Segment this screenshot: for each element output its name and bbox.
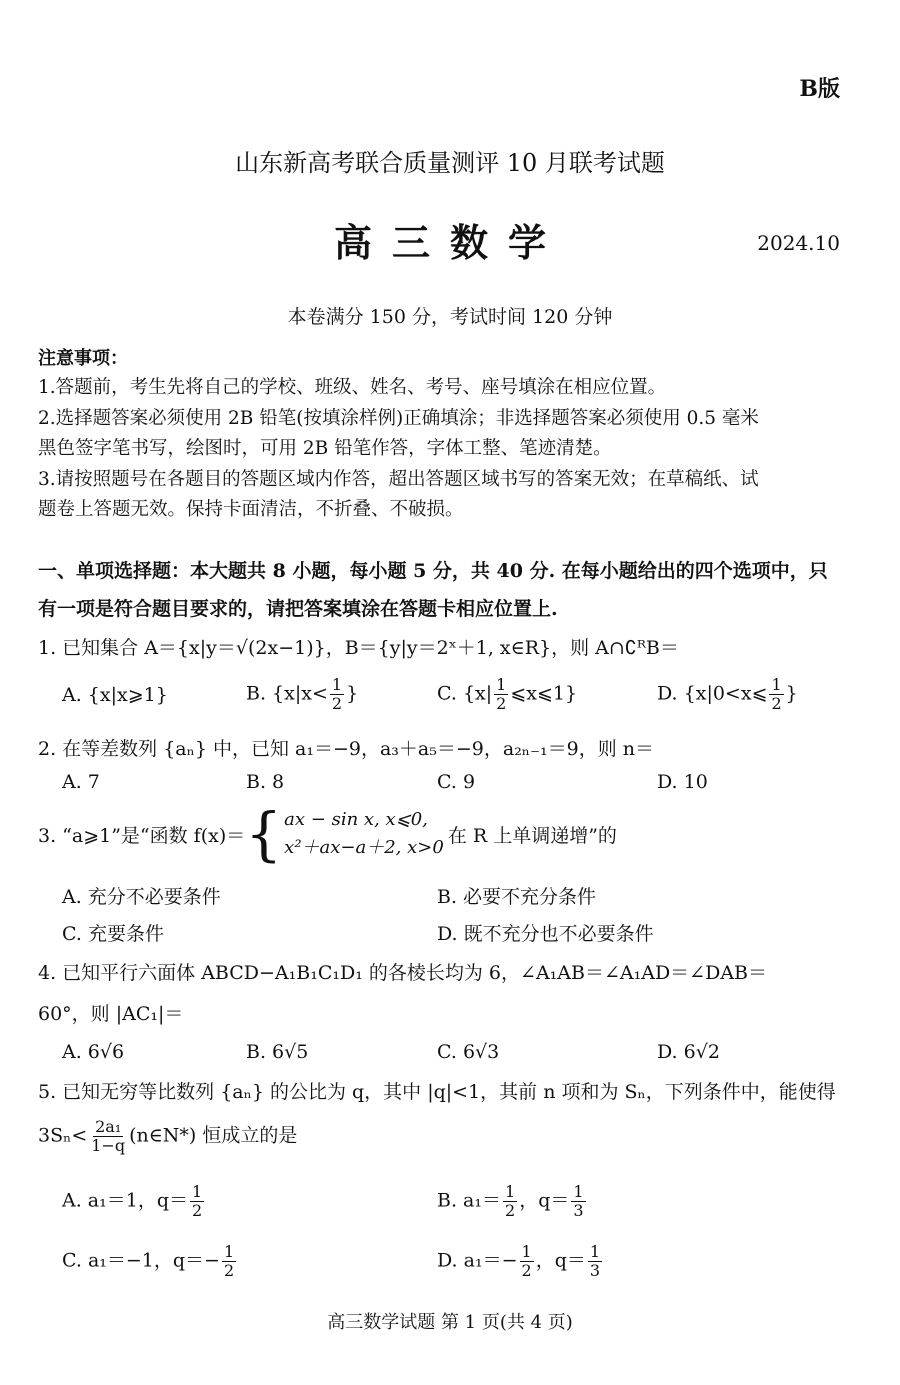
q4-line-1: 4. 已知平行六面体 ABCD−A₁B₁C₁D₁ 的各棱长均为 6，∠A₁AB＝∠A₁AD＝∠DAB＝ — [38, 962, 768, 984]
q3-option-d: D. 既不充分也不必要条件 — [437, 923, 654, 945]
q1-option-a: A. {x|x⩾1} — [62, 684, 168, 706]
q3-brace: { — [245, 800, 283, 868]
notice-line-5: 题卷上答题无效。保持卡面清洁，不折叠、不破损。 — [38, 499, 464, 520]
section1-line-2: 有一项是符合题目要求的，请把答案填涂在答题卡相应位置上. — [38, 598, 558, 620]
q2-option-c: C. 9 — [437, 771, 476, 793]
page-footer: 高三数学试题 第 1 页(共 4 页) — [327, 1312, 573, 1333]
notice-line-4: 3.请按照题号在各题目的答题区域内作答，超出答题区域书写的答案无效；在草稿纸、试 — [38, 469, 759, 490]
exam-subtitle: 山东新高考联合质量测评 10 月联考试题 — [235, 149, 665, 177]
q2-option-a: A. 7 — [62, 771, 100, 793]
exam-title: 高三数学 — [333, 220, 566, 265]
q1-option-c: C. {x| $\frac{1}{2}$ ⩽x⩽1} — [437, 675, 578, 713]
q5-line-2: 3Sₙ< $\frac{\text{2a₁}}{1-q}$ (n∈N*) 恒成立的是 — [38, 1117, 298, 1155]
notice-line-2: 2.选择题答案必须使用 2B 铅笔(按填涂样例)正确填涂；非选择题答案必须使用 0.5 毫米 — [38, 408, 759, 429]
q5-option-c: C. a₁＝−1，q＝− $\frac{1}{2}$ — [62, 1242, 235, 1280]
q3-option-c: C. 充要条件 — [62, 923, 164, 945]
q2-option-d: D. 10 — [657, 771, 708, 793]
version-label: B版 — [799, 76, 840, 102]
q1-option-d: D. {x|0<x⩽ $\frac{1}{2}$ } — [657, 675, 798, 713]
q5-option-a: A. a₁＝1，q＝ $\frac{1}{2}$ — [62, 1182, 203, 1220]
q5-option-b: B. a₁＝ $\frac{1}{2}$ ，q＝ $\frac{1}{3}$ — [437, 1182, 584, 1220]
q4-option-c: C. 6√3 — [437, 1041, 500, 1063]
q3-stem: 3. “a⩾1”是“函数 f(x)＝ { ax − sin x, x⩽0, x²＋ax−a＋2, x>0 在 R 上单调递增”的 — [38, 800, 617, 868]
q4-option-a: A. 6√6 — [62, 1041, 125, 1063]
notice-line-3: 黑色签字笔书写，绘图时，可用 2B 铅笔作答，字体工整、笔迹清楚。 — [38, 438, 612, 459]
q5-option-d: D. a₁＝− $\frac{1}{2}$ ，q＝ $\frac{1}{3}$ — [437, 1242, 601, 1280]
q3-option-b: B. 必要不充分条件 — [437, 886, 597, 908]
q3-option-a: A. 充分不必要条件 — [62, 886, 221, 908]
exam-date: 2024.10 — [757, 231, 840, 255]
q4-option-b: B. 6√5 — [246, 1041, 309, 1063]
q2-stem: 2. 在等差数列 {aₙ} 中，已知 a₁＝−9，a₃＋a₅＝−9，a₂ₙ₋₁＝9，则 n＝ — [38, 738, 655, 760]
section1-line-1: 一、单项选择题：本大题共 8 小题，每小题 5 分，共 40 分. 在每小题给出的四个选项中，只 — [38, 560, 828, 582]
score-time-line: 本卷满分 150 分，考试时间 120 分钟 — [287, 306, 613, 328]
q2-option-b: B. 8 — [246, 771, 285, 793]
q1-stem: 1. 已知集合 A＝{x|y＝√(2x−1)}，B＝{y|y＝2ˣ＋1, x∈R}，则 A∩∁ᴿB＝ — [38, 637, 679, 659]
notice-heading: 注意事项： — [38, 348, 128, 369]
q4-option-d: D. 6√2 — [657, 1041, 720, 1063]
notice-line-1: 1.答题前，考生先将自己的学校、班级、姓名、考号、座号填涂在相应位置。 — [38, 377, 667, 398]
q1-option-b: B. {x|x< $\frac{1}{2}$ } — [246, 675, 359, 713]
q4-line-2: 60°，则 |AC₁|＝ — [38, 1003, 184, 1025]
q5-line-1: 5. 已知无穷等比数列 {aₙ} 的公比为 q，其中 |q|<1，其前 n 项和为 Sₙ，下列条件中，能使得 — [38, 1081, 836, 1103]
